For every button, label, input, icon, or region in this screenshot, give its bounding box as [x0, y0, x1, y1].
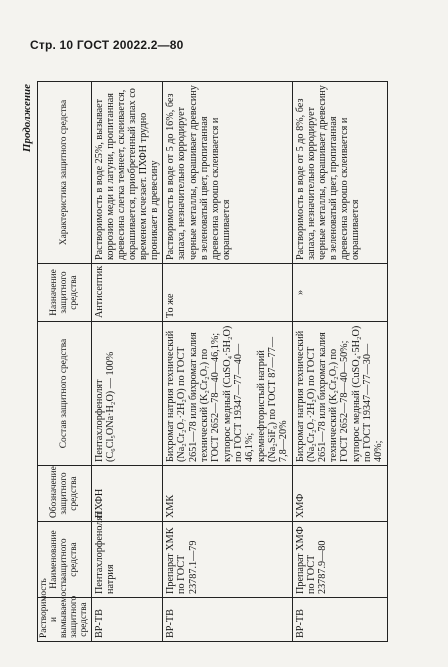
- table-row: [92, 81, 163, 641]
- cell-purpose: Антисептик: [92, 263, 163, 321]
- cell-purpose: То же: [163, 263, 292, 321]
- cell-solubility: ВР-ТВ: [163, 597, 292, 641]
- composition-item: Пентахлорфенолят (C₆Cl₅ONa·H₂O) — 100%: [94, 351, 117, 462]
- cell-designation: ХМК: [163, 465, 292, 521]
- protective-agents-table: [37, 81, 388, 642]
- cell-name: Препарат ХМФ по ГОСТ 23787.9—80: [292, 521, 387, 597]
- table-row: [163, 81, 292, 641]
- cell-characteristic: Растворимость в воде 25%, вызывает коррозию меди и латуни, пропитанная древесина слегка темнеет, склеивается, окрашивается, приобретенный запах со временем исчезает. ПХФН трудно проникает в древесину: [92, 81, 163, 263]
- table-header-row: [38, 81, 92, 641]
- composition-item: купорос медный (CuSO₄·5H₂O) по ГОСТ 19347—77—30—40%;: [350, 325, 384, 462]
- cell-characteristic: Растворимость в воде от 5 до 16%, без запаха, незначительно корродирует черные металлы, окрашивает древесину в зеленоватый цвет, пропитанная древесина хорошо склеивается и окрашивается: [163, 81, 292, 263]
- composition-item: Бихромат натрия технический (Na₂Cr₂O₇·2H₂O) по ГОСТ 2651—78 или бихромат калия технический (K₂Cr₂O₇) по ГОСТ 2652—78—40—50%;: [294, 330, 350, 462]
- cell-composition: [92, 321, 163, 465]
- page-header: Стр. 10 ГОСТ 20022.2—80: [30, 38, 184, 52]
- table-row: [292, 81, 387, 641]
- cell-purpose: »: [292, 263, 387, 321]
- column-header-name: Наименование защитного средства: [38, 521, 92, 597]
- column-header-characteristic: Характеристика защитного средства: [38, 81, 92, 263]
- cell-solubility: ВР-ТВ: [92, 597, 163, 641]
- composition-item: Бихромат натрия технический (Na₂Cr₂O₇·2H₂O) по ГОСТ 2651—78 или бихромат калия технический (K₂Cr₂O₇) по ГОСТ 2652—78—40—46,1%;: [165, 330, 221, 462]
- cell-name: Препарат ХМК по ГОСТ 23787.1—79: [163, 521, 292, 597]
- column-header-designation: Обозначение защитного средства: [38, 465, 92, 521]
- continuation-label: Продолжение: [21, 83, 33, 152]
- rotated-table-area: [21, 82, 431, 642]
- cell-solubility: ВР-ТВ: [292, 597, 387, 641]
- cell-characteristic: Растворимость в воде от 5 до 8%, без запаха, незначительно корродирует черные металлы, окрашивает древесину в зеленоватый цвет, пропитанная древесина хорошо склеивается и окрашивается: [292, 81, 387, 263]
- cell-designation: ПХФН: [92, 465, 163, 521]
- cell-composition: [292, 321, 387, 465]
- composition-item: купорос медный (CuSO₄·5H₂O) по ГОСТ 19347—77—40—46,1%;: [221, 325, 255, 462]
- column-header-purpose: Назначение защитного средства: [38, 263, 92, 321]
- cell-name: Пентахлорфенолят натрия: [92, 521, 163, 597]
- cell-composition: [163, 321, 292, 465]
- cell-designation: ХМФ: [292, 465, 387, 521]
- composition-item: кремнефтористый натрий (Na₂SiF₆) по ГОСТ 87—77—7,8—20%: [255, 336, 289, 462]
- column-header-composition: Состав защитного средства: [38, 321, 92, 465]
- column-header-solubility: Растворимость и вымываемость защитного средства: [38, 597, 92, 641]
